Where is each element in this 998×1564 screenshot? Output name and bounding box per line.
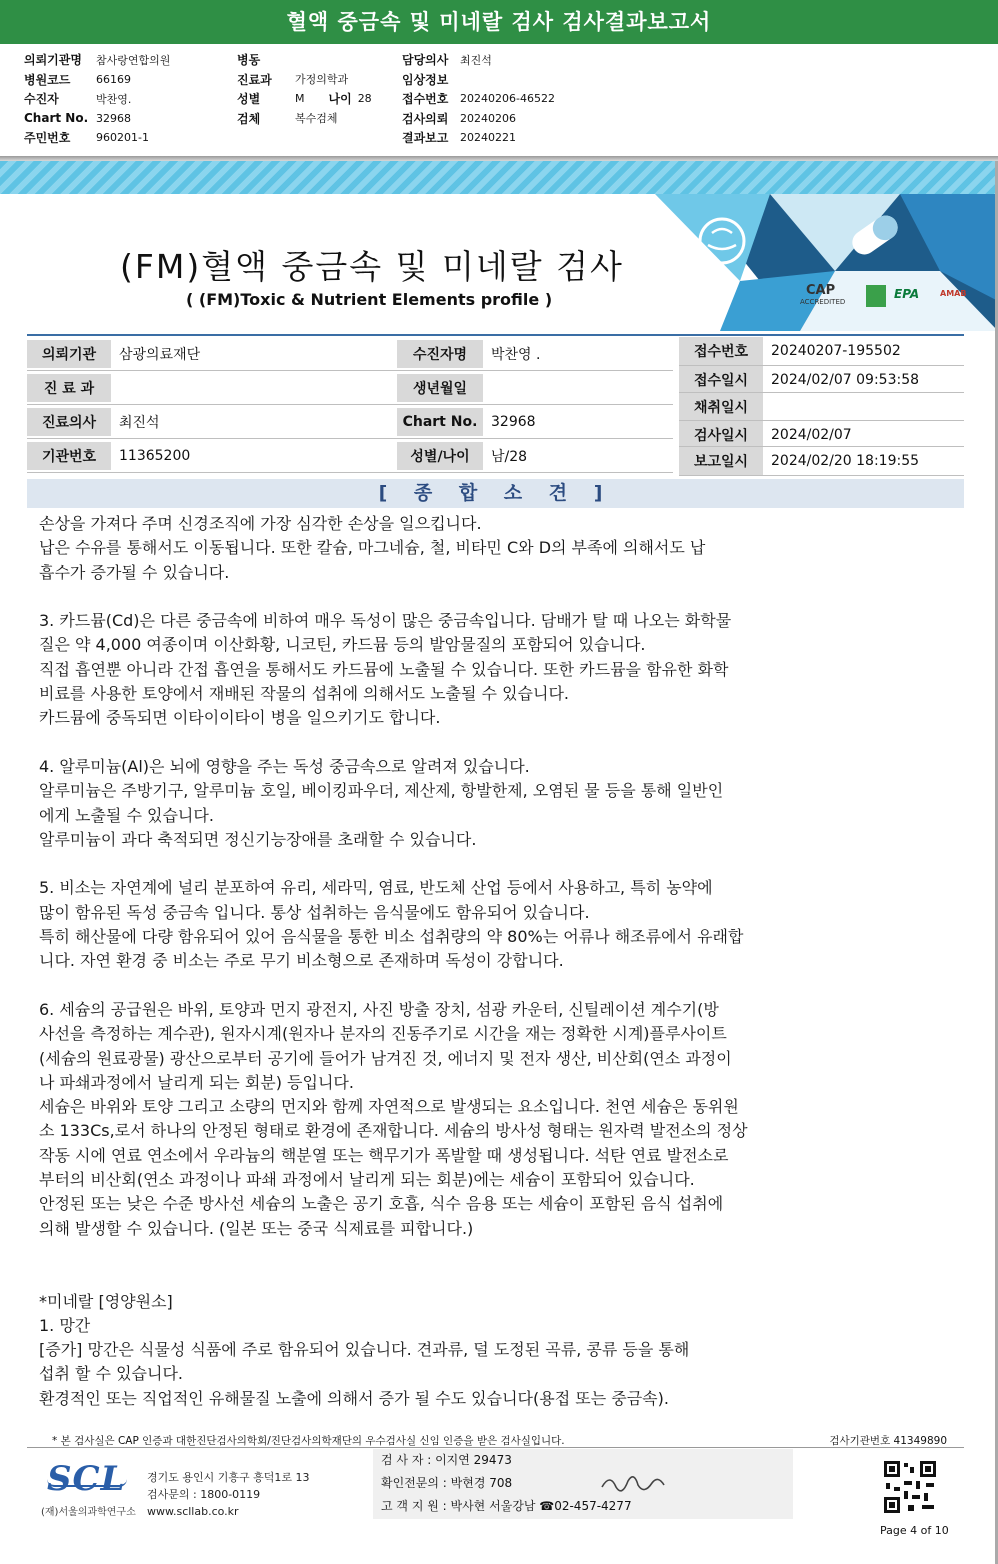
info-label: Chart No. <box>24 111 89 126</box>
summary-line: 에게 노출될 수 있습니다. <box>39 805 214 825</box>
info-row <box>402 70 555 90</box>
staff-support: 고 객 지 원 : 박사현 서울강남 ☎02-457-4277 <box>381 1499 632 1513</box>
website-link[interactable]: www.scllab.co.kr <box>147 1505 239 1518</box>
info-value: 복수검체 <box>295 112 338 126</box>
summary-line: 알루미늄은 주방기구, 알루미늄 호일, 베이킹파우더, 제산제, 항발한제, 오염된 물 등을 통해 일반인 <box>39 781 724 801</box>
patient-label: 성별/나이 <box>397 442 483 470</box>
summary-line <box>39 974 939 998</box>
address-block <box>147 1469 310 1520</box>
patient-value: 박찬영 . <box>483 340 673 368</box>
info-label: 진료과 <box>237 72 272 87</box>
patient-label: 진료의사 <box>27 408 111 436</box>
patient-value <box>483 374 673 402</box>
table-rule <box>679 420 964 421</box>
patient-label: 검사일시 <box>679 421 763 449</box>
footer-divider <box>27 1447 964 1448</box>
patient-value: 남/28 <box>483 442 673 470</box>
summary-line: 안정된 또는 낮은 수준 방사선 세슘의 노출은 공기 호흡, 식수 음용 또는 세슘이 포함된 음식 섭취에 <box>39 1194 724 1214</box>
institute-name: (재)서울의과학연구소 <box>41 1507 136 1518</box>
footnote <box>52 1433 947 1448</box>
info-column-2 <box>237 50 372 128</box>
summary-line: *미네랄 [영양원소] <box>39 1291 173 1311</box>
summary-title: [ 종 합 소 견 ] <box>27 479 964 508</box>
patient-label: 접수번호 <box>679 337 763 365</box>
info-column-1 <box>24 50 170 148</box>
page-number: Page 4 of 10 <box>880 1524 949 1537</box>
patient-label: 수진자명 <box>397 340 483 368</box>
scl-logo-swoosh <box>47 1479 127 1487</box>
info-label: 성별 <box>237 92 261 107</box>
summary-line: 1. 망간 <box>39 1315 91 1335</box>
age-value: 28 <box>357 92 372 106</box>
summary-line: 흡수가 증가될 수 있습니다. <box>39 562 230 582</box>
summary-content <box>39 512 939 1411</box>
info-label: 수진자 <box>24 92 59 107</box>
table-rule <box>679 365 964 366</box>
summary-line: 카드뮴에 중독되면 이타이이타이 병을 일으키기도 합니다. <box>39 708 441 728</box>
info-label: 병원코드 <box>24 72 71 87</box>
info-value: M <box>295 92 305 106</box>
table-rule <box>27 472 673 473</box>
summary-line: 부터의 비산회(연소 과정이나 파쇄 과정에서 날리게 되는 회분)에는 세슘이 포함되어 있습니다. <box>39 1170 695 1190</box>
patient-value <box>111 374 397 402</box>
patient-value: 32968 <box>483 408 673 436</box>
info-label: 검사의뢰 <box>402 111 449 126</box>
patient-label: 채취일시 <box>679 393 763 421</box>
cap-accredited-text: ACCREDITED <box>800 298 846 306</box>
summary-line: 손상을 가져다 주며 신경조직에 가장 심각한 손상을 일으킵니다. <box>39 514 482 533</box>
patient-label: 의뢰기관 <box>27 340 111 368</box>
certification-note: * 본 검사실은 CAP 인증과 대한진단검사의학회/진단검사의학재단의 우수검사실 신임 인증을 받은 검사실입니다. <box>52 1435 565 1447</box>
summary-line: 특히 해산물에 다량 함유되어 있어 음식물을 통한 비소 섭취량의 약 80%는 어류나 해조류에서 유래합 <box>39 927 744 947</box>
summary-line <box>39 731 939 755</box>
info-label: 검체 <box>237 111 261 126</box>
info-value: 20240206 <box>460 111 516 125</box>
info-value: 66169 <box>96 72 131 86</box>
info-value: 20240206-46522 <box>460 92 555 106</box>
info-value: 박찬영. <box>96 92 132 106</box>
amab-logo: AMAB <box>940 289 967 298</box>
age-label: 나이 <box>328 92 352 107</box>
info-label: 병동 <box>237 53 261 68</box>
cap-logo: CAP <box>806 283 836 298</box>
address: 경기도 용인시 기흥구 흥덕1로 13 <box>147 1471 310 1484</box>
summary-line: 납은 수유를 통해서도 이동됩니다. 또한 칼슘, 마그네슘, 철, 비타민 C와 D의 부족에 의해서도 납 <box>39 538 706 558</box>
info-row <box>24 50 170 70</box>
summary-line: 니다. 자연 환경 중 비소는 주로 무기 비소형으로 존재하며 독성이 강합니다. <box>39 951 564 971</box>
inquiry-phone: 검사문의 : 1800-0119 <box>147 1488 261 1501</box>
table-rule <box>27 370 673 371</box>
patient-value: 2024/02/07 <box>763 421 964 449</box>
info-row <box>402 109 555 129</box>
summary-line <box>39 585 939 609</box>
info-row <box>402 128 555 148</box>
summary-line: 환경적인 또는 직업적인 유해물질 노출에 의해서 증가 될 수도 있습니다(용접 또는 중금속). <box>39 1388 669 1408</box>
info-label: 임상정보 <box>402 72 449 87</box>
lab-number: 검사기관번호 41349890 <box>829 1435 947 1447</box>
summary-line: 3. 카드뮴(Cd)은 다른 중금속에 비하여 매우 독성이 많은 중금속입니다. 담배가 탈 때 나오는 화학물 <box>39 611 732 631</box>
patient-value: 최진석 <box>111 408 397 436</box>
summary-line <box>39 1265 939 1289</box>
staff-examiner: 검 사 자 : 이지연 29473 <box>381 1453 512 1467</box>
test-subtitle: ( (FM)Toxic & Nutrient Elements profile ) <box>186 290 553 309</box>
staff-specialist: 확인전문의 : 박현경 708 <box>381 1476 513 1490</box>
info-row <box>237 109 372 129</box>
summary-line: 섭취 할 수 있습니다. <box>39 1364 183 1384</box>
info-value: 가정의학과 <box>295 73 349 87</box>
info-value: 20240221 <box>460 131 516 145</box>
report-title: 혈액 중금속 및 미네랄 검사 검사결과보고서 <box>0 0 998 44</box>
patient-label: 생년월일 <box>397 374 483 402</box>
lm-logo <box>866 285 886 307</box>
footer <box>27 1449 964 1521</box>
patient-value: 2024/02/07 09:53:58 <box>763 366 964 394</box>
info-label: 의뢰기관명 <box>24 53 82 68</box>
summary-line: [증가] 망간은 식물성 식품에 주로 함유되어 있습니다. 견과류, 덜 도정된 곡류, 콩류 등을 통해 <box>39 1340 690 1360</box>
table-rule <box>679 475 964 476</box>
summary-line: 나 파쇄과정에서 날리게 되는 회분) 등입니다. <box>39 1072 354 1092</box>
epa-logo: EPA <box>894 287 920 301</box>
summary-line: 알루미늄이 과다 축적되면 정신기능장애를 초래할 수 있습니다. <box>39 829 477 849</box>
info-row <box>237 50 372 70</box>
info-row <box>24 109 170 129</box>
info-row <box>24 89 170 109</box>
summary-line: 5. 비소는 자연계에 널리 분포하여 유리, 세라믹, 염료, 반도체 산업 등에서 사용하고, 특히 농약에 <box>39 878 713 898</box>
summary-line <box>39 852 939 876</box>
patient-label: Chart No. <box>397 408 483 436</box>
info-row <box>237 89 372 109</box>
info-value: 32968 <box>96 111 131 125</box>
info-label: 결과보고 <box>402 131 449 146</box>
scl-logo: SCL <box>47 1459 126 1499</box>
info-row <box>402 89 555 109</box>
patient-value: 삼광의료재단 <box>111 340 397 368</box>
patient-label: 접수일시 <box>679 366 763 394</box>
summary-line: 작동 시에 연료 연소에서 우라늄의 핵분열 또는 핵무기가 폭발할 때 생성됩니다. 석탄 연료 발전소로 <box>39 1145 729 1165</box>
summary-line: 6. 세슘의 공급원은 바위, 토양과 먼지 광전지, 사진 방출 장치, 섬광 카운터, 신틸레이션 계수기(방 <box>39 999 719 1019</box>
table-rule <box>679 446 964 447</box>
patient-label: 진 료 과 <box>27 374 111 402</box>
summary-line: 세슘은 바위와 토양 그리고 소량의 먼지와 함께 자연적으로 발생되는 요소입니다. 천연 세슘은 동위원 <box>39 1097 739 1117</box>
info-row <box>24 128 170 148</box>
summary-line: 사선을 측정하는 계수관), 원자시계(원자나 분자의 진동주기로 시간을 재는 정확한 시계)플루사이트 <box>39 1024 727 1044</box>
summary-line: 의해 발생할 수 있습니다. (일본 또는 중국 식제료를 피합니다.) <box>39 1218 474 1238</box>
patient-value <box>763 393 964 421</box>
info-row <box>402 50 555 70</box>
info-value: 참사랑연합의원 <box>96 53 171 67</box>
table-rule <box>27 404 673 405</box>
patient-label: 보고일시 <box>679 447 763 475</box>
summary-line: 비료를 사용한 토양에서 재배된 작물의 섭취에 의해서도 노출될 수 있습니다. <box>39 684 569 704</box>
summary-line: 4. 알루미늄(Al)은 뇌에 영향을 주는 독성 중금속으로 알려져 있습니다. <box>39 756 530 776</box>
info-value: 최진석 <box>460 53 492 67</box>
banner-bottom-line <box>27 334 964 336</box>
patient-value: 20240207-195502 <box>763 337 964 365</box>
table-rule <box>27 438 673 439</box>
request-info <box>0 48 998 156</box>
info-column-3 <box>402 50 555 148</box>
summary-line: 질은 약 4,000 여종이며 이산화황, 니코틴, 카드뮴 등의 발암물질의 포함되어 있습니다. <box>39 635 646 655</box>
info-value: 960201-1 <box>96 131 149 145</box>
summary-line: 소 133Cs,로서 하나의 안정된 형태로 환경에 존재합니다. 세슘의 방사성 형태는 원자력 발전소의 정상 <box>39 1121 748 1141</box>
summary-line: 직접 흡연뿐 아니라 간접 흡연을 통해서도 카드뮴에 노출될 수 있습니다. 또한 카드뮴을 함유한 화학 <box>39 659 729 679</box>
test-banner <box>0 161 998 331</box>
staff-box <box>373 1449 793 1519</box>
summary-line: 많이 함유된 독성 중금속 입니다. 통상 섭취하는 음식물에도 함유되어 있습니다. <box>39 902 590 922</box>
info-label: 담당의사 <box>402 53 449 68</box>
signature <box>598 1471 668 1495</box>
patient-value: 11365200 <box>111 442 397 470</box>
info-label: 주민번호 <box>24 131 71 146</box>
test-title: (FM)혈액 중금속 및 미네랄 검사 <box>120 247 624 286</box>
summary-line <box>39 1241 939 1265</box>
info-row <box>24 70 170 90</box>
info-row <box>237 70 372 90</box>
qr-code-icon[interactable] <box>882 1459 938 1515</box>
patient-value: 2024/02/20 18:19:55 <box>763 447 964 475</box>
summary-line: (세슘의 원료광물) 광산으로부터 공기에 들어가 남겨진 것, 에너지 및 전자 생산, 비산회(연소 과정이 <box>39 1048 732 1068</box>
patient-label: 기관번호 <box>27 442 111 470</box>
info-label: 접수번호 <box>402 92 449 107</box>
table-rule <box>679 392 964 393</box>
